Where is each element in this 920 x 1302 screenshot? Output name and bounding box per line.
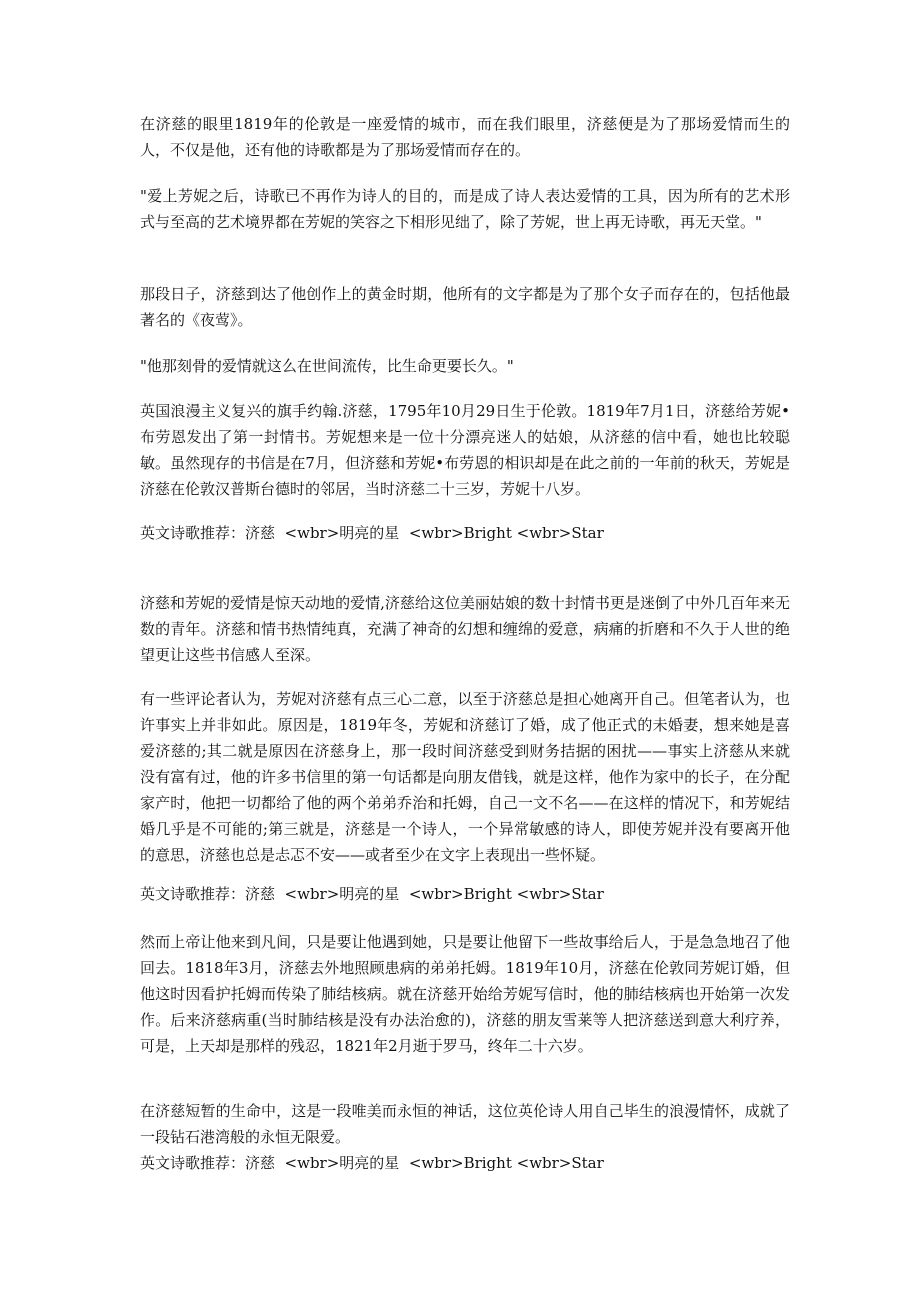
paragraph-keats-biography: 英国浪漫主义复兴的旗手约翰.济慈，1795年10月29日生于伦敦。1819年7月1日，济慈给芳妮•布劳恩发出了第一封情书。芳妮想来是一位十分漂亮迷人的姑娘，从济慈的信中看，她也比较聪敏。虽然现存的书信是在7月，但济慈和芳妮•布劳恩的相识却是在此之前的一年前的秋天，芳妮是济慈在伦敦汉普斯台德时的邻居，当时济慈二十三岁，芳妮十八岁。	[140, 402, 790, 498]
paragraph-eternal-myth: 在济慈短暂的生命中，这是一段唯美而永恒的神话，这位英伦诗人用自己毕生的浪漫情怀，成就了一段钻石港湾般的永恒无限爱。	[140, 1102, 790, 1146]
poem-recommendation-line: 英文诗歌推荐：济慈 <wbr>明亮的星 <wbr>Bright <wbr>Star	[140, 885, 604, 903]
quote-love-fanny: "爱上芳妮之后，诗歌已不再作为诗人的目的，而是成了诗人表达爱情的工具，因为所有的艺术形式与至高的艺术境界都在芳妮的笑容之下相形见绌了，除了芳妮，世上再无诗歌，再无天堂。"	[140, 187, 790, 231]
paragraph-critics: 有一些评论者认为，芳妮对济慈有点三心二意，以至于济慈总是担心她离开自己。但笔者认为，也许事实上并非如此。原因是，1819年冬，芳妮和济慈订了婚，成了他正式的未婚妻，想来她是喜爱济慈的;其二就是原因在济慈身上，那一段时间济慈受到财务拮据的困扰——事实上济慈从来就没有富有过，他的许多书信里的第一句话都是向朋友借钱，就是这样，他作为家中的长子，在分配家产时，他把一切都给了他的两个弟弟乔治和托姆，自己一文不名——在这样的情况下，和芳妮结婚几乎是不可能的;第三就是，济慈是一个诗人，一个异常敏感的诗人，即使芳妮并没有要离开他的意思，济慈也总是忐忑不安——或者至少在文字上表现出一些怀疑。	[140, 690, 790, 864]
poem-recommendation-line: 英文诗歌推荐：济慈 <wbr>明亮的星 <wbr>Bright <wbr>Star	[140, 1154, 604, 1172]
poem-recommendation-line: 英文诗歌推荐：济慈 <wbr>明亮的星 <wbr>Bright <wbr>Star	[140, 524, 604, 542]
paragraph-love-letters: 济慈和芳妮的爱情是惊天动地的爱情,济慈给这位美丽姑娘的数十封情书更是迷倒了中外几百年来无数的青年。济慈和情书热情纯真，充满了神奇的幻想和缠绵的爱意，病痛的折磨和不久于人世的绝望更让这些书信感人至深。	[140, 594, 790, 664]
paragraph-golden-period: 那段日子，济慈到达了他创作上的黄金时期，他所有的文字都是为了那个女子而存在的，包括他最著名的《夜莺》。	[140, 285, 790, 329]
paragraph-keats-london: 在济慈的眼里1819年的伦敦是一座爱情的城市，而在我们眼里，济慈便是为了那场爱情而生的人，不仅是他，还有他的诗歌都是为了那场爱情而存在的。	[140, 115, 790, 159]
quote-eternal-love: "他那刻骨的爱情就这么在世间流传，比生命更要长久。"	[140, 357, 514, 375]
paragraph-illness-death: 然而上帝让他来到凡间，只是要让他遇到她，只是要让他留下一些故事给后人，于是急急地召了他回去。1818年3月，济慈去外地照顾患病的弟弟托姆。1819年10月，济慈在伦敦同芳妮订婚，但他这时因看护托姆而传染了肺结核病。就在济慈开始给芳妮写信时，他的肺结核病也开始第一次发作。后来济慈病重(当时肺结核是没有办法治愈的)，济慈的朋友雪莱等人把济慈送到意大利疗养，可是，上天却是那样的残忍，1821年2月逝于罗马，终年二十六岁。	[140, 933, 790, 1055]
